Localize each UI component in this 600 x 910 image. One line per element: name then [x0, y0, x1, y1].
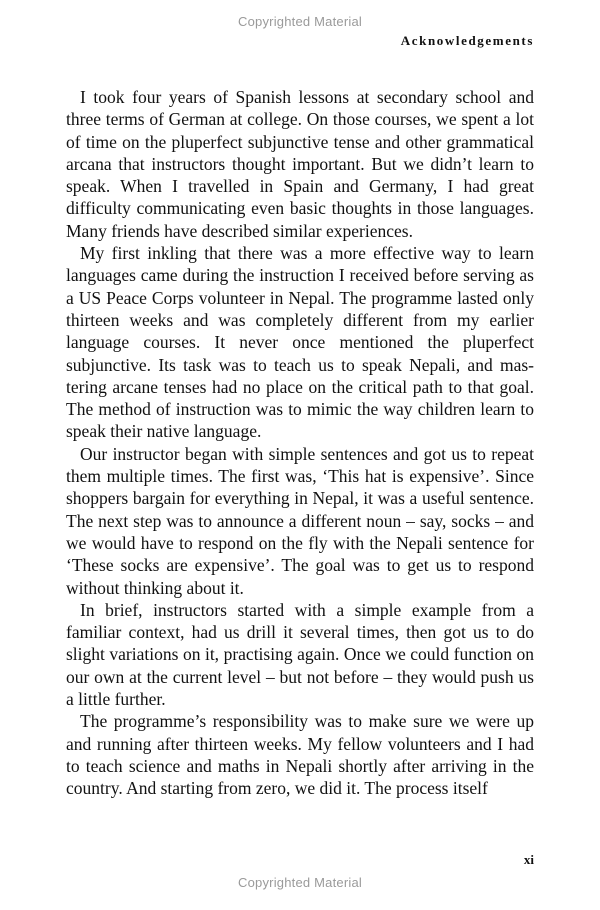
- running-head: Acknowledgements: [400, 33, 534, 48]
- body-text: [66, 86, 534, 800]
- paragraph: I took four years of Spanish lessons at secondary school and three terms of German at college. On those courses, we spent a lot of time on the pluperfect subjunctive tense and other grammatical arcana that instructors thought important. But we didn’t learn to speak. When I travelled in Spain and Germany, I had great difficulty communicating even basic thoughts in those languages. Many friends have described similar experiences.: [66, 87, 534, 241]
- watermark-bottom: Copyrighted Material: [238, 875, 362, 890]
- watermark-top: Copyrighted Material: [238, 14, 362, 29]
- paragraph: In brief, instructors started with a simple example from a familiar context, had us drill it several times, then got us to do slight variations on it, practising again. Once we could function on our own at the current level – but not before – they would push us a little further.: [66, 599, 534, 710]
- paragraph: The programme’s responsibility was to make sure we were up and running after thirteen weeks. My fellow volunteers and I had to teach science and maths in Nepali shortly after arriving in the country. And starting from zero, we did it. The process itself: [66, 711, 534, 799]
- page-number: xi: [523, 852, 534, 867]
- paragraph: My first inkling that there was a more effective way to learn languages came during the instruction I received before serving as a US Peace Corps volunteer in Nepal. The programme lasted only thirteen weeks and was completely different from my earlier language courses. It never once mentioned the pluperfect subjunctive. Its task was to teach us to speak Nepali, and mastering arcane tenses had no place on the critical path to that goal. The method of instruction was to mimic the way children learn to speak their native language.: [66, 243, 534, 442]
- paragraph: Our instructor began with simple sentences and got us to repeat them multiple times. The first was, ‘This hat is expensive’. Since shoppers bargain for everything in Nepal, it was a useful sentence. The next step was to announce a different noun – say, socks – and we would have to respond on the fly with the Nepali sentence for ‘These socks are expensive’. The goal was to get us to respond without thinking about it.: [66, 443, 534, 598]
